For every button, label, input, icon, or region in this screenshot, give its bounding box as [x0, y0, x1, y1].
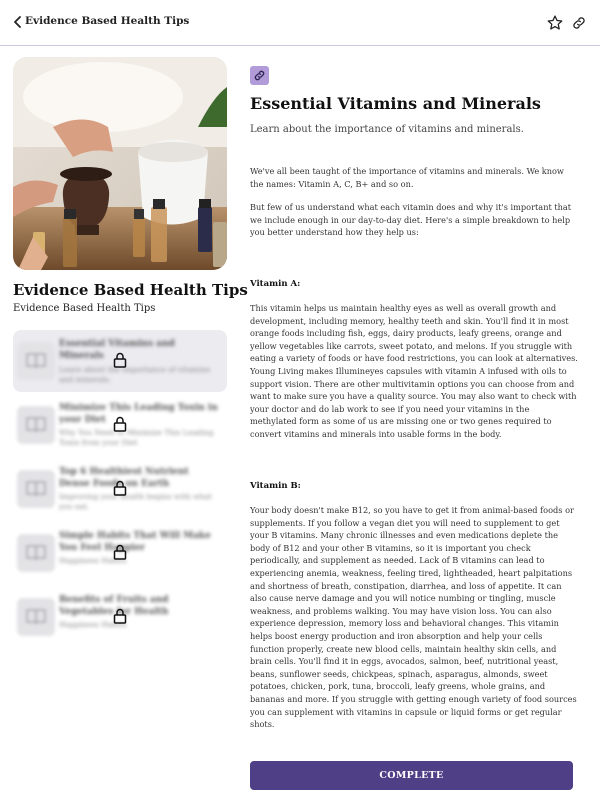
- complete-button[interactable]: COMPLETE: [250, 761, 573, 790]
- lesson-item[interactable]: [13, 522, 227, 584]
- article-lead: Learn about the importance of vitamins and minerals.: [250, 124, 524, 135]
- top-bar: [0, 0, 600, 46]
- course-title: Evidence Based Health Tips: [13, 281, 248, 299]
- book-icon: [26, 608, 46, 624]
- article-paragraph: Your body doesn't make B12, so you have to get it from animal-based foods or supplements. If you follow a vegan diet you will need to supplement to get your B vitamins. Many chronic illnesses and even medications deplete the body of B12 and your other B vitamins, so it is important you check periodically, and supplement as needed. Lack of B vitamins can lead to experiencing anemia, weakness, feeling tired, lightheaded, heart palpitations and shortness of breath, constipation, diarrhea, and loss of appetite. It can also cause nerve damage and you will notice numbing or tingling, muscle weakness, and problems walking. You may have vision loss. You can also experience depression, memory loss and behavioral changes. This vitamin helps boost energy production and iron absorption and help your cells function properly, create new blood cells, maintain healthy skin cells, and brain cells. You'll find it in eggs, avocados, salmon, beef, nutritional yeast, beans, sunflower seeds, chickpeas, spinach, asparagus, almonds, sweet potatoes, chicken, pork, tuna, broccoli, leafy greens, whole grains, and bananas and more. If you struggle with getting enough variety of food sources you can supplement with vitamins in capsule or liquid forms or get regular shots.: [250, 505, 577, 730]
- course-hero-image: [13, 57, 227, 270]
- lesson-thumbnail: [17, 470, 55, 508]
- lesson-item[interactable]: [13, 394, 227, 456]
- lesson-link-button[interactable]: [250, 66, 269, 85]
- course-panel: [13, 57, 227, 270]
- section-heading: Vitamin A:: [250, 279, 301, 289]
- lock-icon: [113, 416, 127, 432]
- back-chevron-icon[interactable]: [10, 14, 26, 30]
- book-icon: [26, 544, 46, 560]
- lesson-thumbnail: [17, 406, 55, 444]
- book-icon: [26, 480, 46, 496]
- lesson-thumbnail: [17, 598, 55, 636]
- header-title: Evidence Based Health Tips: [25, 15, 190, 27]
- lesson-item[interactable]: [13, 586, 227, 648]
- lesson-item[interactable]: [13, 458, 227, 520]
- lesson-title: Essential Vitamins and Minerals: [59, 339, 175, 361]
- star-icon[interactable]: [546, 14, 564, 32]
- lesson-item[interactable]: [13, 330, 227, 392]
- link-icon: [253, 69, 266, 82]
- lesson-description: Happiness Habits: [59, 556, 127, 565]
- lesson-thumbnail: [17, 342, 55, 380]
- lock-icon: [113, 608, 127, 624]
- lesson-title: Simple Habits That Will Make You Feel Happier: [59, 531, 211, 553]
- lesson-description: Learn about the importance of vitamins and minerals.: [59, 365, 211, 384]
- lesson-title: Benefits of Fruits and Vegetables for Health: [59, 595, 169, 617]
- lesson-title: Top 6 Healthiest Nutrient Dense Foods on Earth: [59, 467, 189, 489]
- lock-icon: [113, 480, 127, 496]
- article-paragraph: But few of us understand what each vitamin does and why it's important that we include enough in our day-to-day diet. Here's a simple breakdown to help you better understand how they help us:: [250, 202, 572, 238]
- lesson-thumbnail: [17, 534, 55, 572]
- share-link-icon[interactable]: [571, 15, 587, 31]
- lesson-list: [13, 330, 227, 650]
- book-icon: [26, 416, 46, 432]
- lesson-description: Happiness Habits: [59, 620, 127, 629]
- lesson-description: Improving your health begins with what you eat.: [59, 492, 212, 511]
- article-title: Essential Vitamins and Minerals: [250, 94, 541, 113]
- lesson-title: Minimize This Leading Toxin in your Diet: [59, 403, 218, 425]
- lock-icon: [113, 352, 127, 368]
- article-paragraph: We've all been taught of the importance of vitamins and minerals. We know the names: Vitamin A, C, B+ and so on.: [250, 166, 564, 189]
- article-paragraph: This vitamin helps us maintain healthy eyes as well as overall growth and development, including memory, healthy teeth and skin. You'll find it in most orange foods including fish, eggs, dairy products, leafy greens, orange and yellow vegetables like carrots, sweet potato, and melons. If you struggle with eating a variety of foods or have food restrictions, you can look at alternatives. Young Living makes Illumineyes capsules with vitamin A infused with oils to support vision. There are other multivitamin options you can choose from and want to make sure you have a quality source. You may also want to check with your doctor and do lab work to see if you need your vitamins in the methylated form as some of us are missing one or two genes required to convert vitamins and minerals into usable forms in the body.: [250, 303, 578, 439]
- section-heading: Vitamin B:: [250, 481, 301, 491]
- book-icon: [26, 352, 46, 368]
- course-subtitle: Evidence Based Health Tips: [13, 303, 156, 314]
- lock-icon: [113, 544, 127, 560]
- lesson-description: Why You Need to Minimize This Leading Toxin from your Diet: [59, 428, 214, 447]
